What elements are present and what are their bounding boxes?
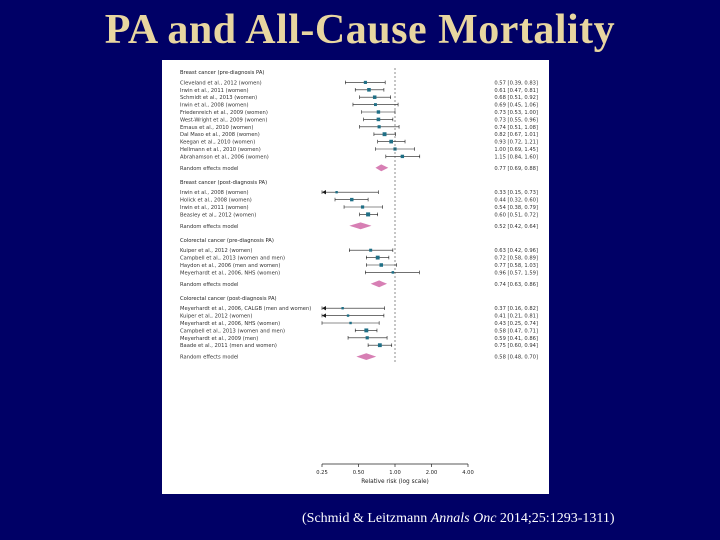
- summary-diamond: [375, 164, 388, 171]
- x-tick-label: 4.00: [462, 470, 474, 476]
- study-point: [341, 307, 343, 309]
- study-point: [364, 81, 367, 84]
- study-label: Schmidt et al., 2013 (women): [180, 95, 258, 102]
- study-point: [373, 95, 377, 99]
- study-ci-text: 0.73 [0.55, 0.96]: [494, 117, 538, 124]
- study-label: Meyerhardt et al., 2006, NHS (women): [180, 270, 281, 277]
- study-label: West-Wright et al., 2009 (women): [180, 117, 268, 124]
- study-point: [347, 314, 349, 316]
- summary-label: Random effects model: [180, 223, 239, 230]
- study-point: [377, 110, 380, 113]
- study-label: Irwin et al., 2011 (women): [180, 205, 249, 211]
- study-point: [350, 198, 353, 201]
- study-point: [369, 249, 372, 252]
- x-tick-label: 0.25: [316, 470, 328, 476]
- study-point: [383, 132, 387, 136]
- study-ci-text: 0.82 [0.67, 1.01]: [494, 132, 538, 139]
- study-point: [335, 191, 337, 193]
- x-axis-label: Relative risk (log scale): [361, 479, 429, 485]
- ci-arrow: [322, 306, 326, 310]
- study-ci-text: 0.68 [0.51, 0.92]: [494, 95, 538, 102]
- summary-diamond: [349, 222, 371, 229]
- summary-ci-text: 0.77 [0.69, 0.88]: [494, 165, 538, 172]
- study-point: [378, 125, 381, 128]
- study-label: Kuiper et al., 2012 (women): [180, 313, 253, 320]
- study-point: [366, 212, 370, 216]
- study-label: Irwin et al., 2008 (women): [180, 190, 249, 197]
- study-ci-text: 0.43 [0.25, 0.74]: [494, 321, 538, 327]
- study-label: Friedenreich et al., 2009 (women): [180, 110, 268, 116]
- group-header: Colorectal cancer (post-diagnosis PA): [180, 295, 277, 302]
- study-ci-text: 0.73 [0.53, 1.00]: [494, 110, 538, 116]
- study-label: Haydon et al., 2006 (men and women): [180, 263, 281, 269]
- study-point: [361, 205, 364, 208]
- study-point: [349, 322, 351, 324]
- study-label: Beasley et al., 2012 (women): [180, 212, 257, 219]
- study-ci-text: 0.74 [0.51, 1.08]: [494, 124, 538, 131]
- study-ci-text: 0.93 [0.72, 1.21]: [494, 139, 538, 146]
- group-header: Breast cancer (post-diagnosis PA): [180, 179, 268, 186]
- study-point: [367, 88, 371, 92]
- study-label: Abrahamson et al., 2006 (women): [180, 154, 269, 161]
- study-ci-text: 0.44 [0.32, 0.60]: [494, 197, 538, 204]
- study-ci-text: 0.69 [0.45, 1.06]: [494, 102, 538, 109]
- x-tick-label: 0.50: [352, 470, 365, 476]
- group-header: Colorectal cancer (pre-diagnosis PA): [180, 237, 274, 244]
- study-ci-text: 0.61 [0.47, 0.81]: [494, 87, 538, 94]
- study-point: [364, 328, 368, 332]
- study-ci-text: 0.60 [0.51, 0.72]: [494, 212, 538, 219]
- x-tick-label: 1.00: [389, 470, 401, 476]
- study-point: [366, 336, 369, 339]
- study-label: Holick et al., 2008 (women): [180, 197, 252, 204]
- study-label: Campbell et al., 2013 (women and men): [180, 328, 286, 335]
- study-point: [379, 263, 383, 267]
- study-ci-text: 0.54 [0.38, 0.79]: [494, 205, 538, 211]
- study-label: Emaus et al., 2010 (women): [180, 124, 254, 131]
- summary-diamond: [356, 353, 376, 360]
- study-label: Cleveland et al., 2012 (women): [180, 80, 262, 87]
- group-header: Breast cancer (pre-diagnosis PA): [180, 70, 265, 76]
- citation-journal: Annals Onc: [430, 511, 497, 526]
- study-label: Irwin et al., 2011 (women): [180, 87, 249, 94]
- study-point: [389, 140, 393, 144]
- x-tick-label: 2.00: [425, 470, 438, 476]
- study-label: Dal Maso et al., 2008 (women): [180, 132, 260, 139]
- study-point: [377, 118, 381, 122]
- slide-title: PA and All-Cause Mortality: [104, 7, 616, 53]
- study-label: Kuiper et al., 2012 (women): [180, 248, 253, 255]
- summary-ci-text: 0.58 [0.48, 0.70]: [494, 354, 538, 361]
- study-label: Meyerhardt et al., 2006, NHS (women): [180, 321, 281, 327]
- ci-arrow: [322, 313, 326, 317]
- study-ci-text: 0.75 [0.60, 0.94]: [494, 343, 538, 350]
- study-label: Meyerhardt et al., 2009 (men): [180, 335, 259, 342]
- ci-arrow: [322, 190, 326, 194]
- study-ci-text: 0.96 [0.57, 1.59]: [494, 270, 538, 277]
- study-label: Baade et al., 2011 (men and women): [180, 343, 277, 350]
- study-ci-text: 0.41 [0.21, 0.81]: [494, 313, 538, 320]
- study-point: [376, 256, 380, 260]
- citation: [302, 511, 615, 527]
- forest-plot-panel: [162, 60, 549, 494]
- study-ci-text: 0.63 [0.42, 0.96]: [494, 248, 538, 255]
- study-ci-text: 0.33 [0.15, 0.73]: [494, 190, 538, 197]
- summary-ci-text: 0.52 [0.42, 0.64]: [494, 223, 538, 230]
- study-point: [392, 271, 395, 274]
- forest-plot: [162, 60, 549, 494]
- study-ci-text: 1.15 [0.84, 1.60]: [494, 154, 538, 161]
- study-label: Keegan et al., 2010 (women): [180, 139, 256, 146]
- study-label: Hellmann et al., 2010 (women): [180, 147, 261, 153]
- study-point: [378, 343, 382, 347]
- study-point: [374, 103, 377, 106]
- summary-label: Random effects model: [180, 354, 239, 361]
- study-label: Meyerhardt et al., 2006, CALGB (men and women): [180, 306, 312, 313]
- study-ci-text: 1.00 [0.69, 1.45]: [494, 147, 538, 153]
- citation-details: 2014;25:1293-1311): [496, 511, 615, 526]
- summary-label: Random effects model: [180, 165, 239, 172]
- study-ci-text: 0.37 [0.16, 0.82]: [494, 306, 538, 313]
- study-ci-text: 0.57 [0.39, 0.83]: [494, 80, 538, 87]
- summary-label: Random effects model: [180, 281, 239, 288]
- summary-diamond: [371, 280, 387, 287]
- study-ci-text: 0.58 [0.47, 0.71]: [494, 328, 538, 335]
- study-ci-text: 0.59 [0.41, 0.86]: [494, 335, 538, 342]
- study-point: [401, 155, 404, 158]
- study-ci-text: 0.77 [0.58, 1.03]: [494, 263, 538, 269]
- citation-authors: (Schmid & Leitzmann: [302, 511, 431, 526]
- study-label: Campbell et al., 2013 (women and men): [180, 255, 286, 262]
- study-ci-text: 0.72 [0.58, 0.89]: [494, 255, 538, 262]
- summary-ci-text: 0.74 [0.63, 0.86]: [494, 281, 538, 288]
- study-label: Irwin et al., 2008 (women): [180, 102, 249, 109]
